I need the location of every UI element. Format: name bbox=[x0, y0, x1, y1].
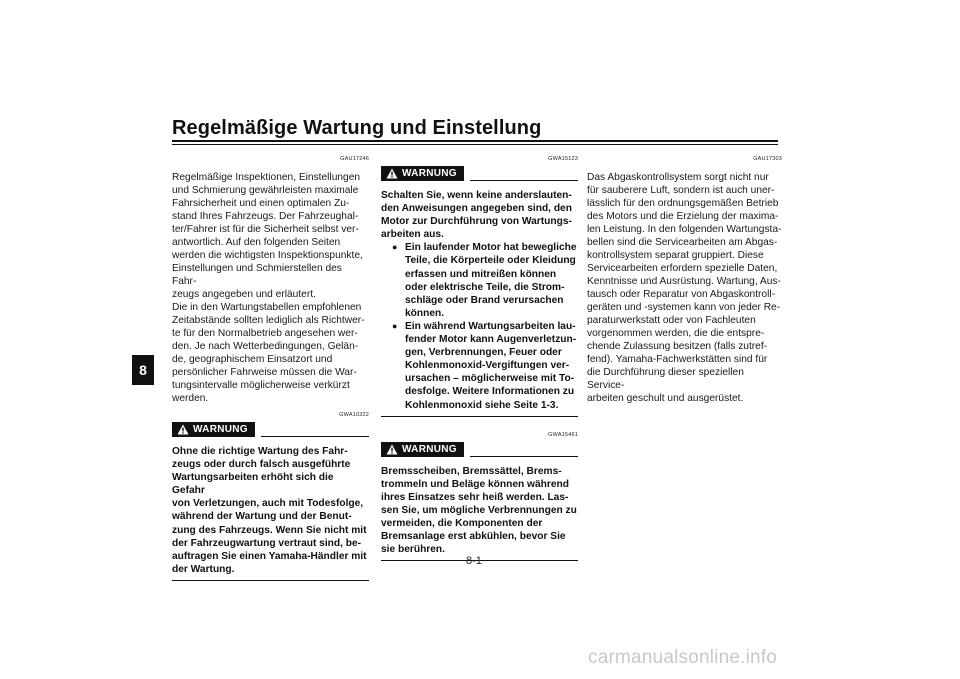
list-item: ● Ein während Wartungsarbeiten lau- fender Motor kann Augenverletzun- gen, Verbrennungen, Feuer oder Kohlenmonoxid-Vergiftungen ver- ursachen – möglicherweise mit To- desfolge. Weitere Informationen zu Kohlenmonoxid siehe Seite 1-3. bbox=[391, 320, 578, 412]
warning-box bbox=[381, 441, 578, 562]
warning-label: WARNUNG bbox=[193, 424, 248, 435]
warning-code: GWA10322 bbox=[339, 412, 369, 418]
column-left bbox=[172, 155, 369, 581]
watermark: carmanualsonline.info bbox=[588, 647, 778, 668]
section-code: GAU17246 bbox=[340, 156, 369, 162]
warning-badge bbox=[381, 166, 464, 181]
warning-badge bbox=[172, 422, 255, 437]
warning-label: WARNUNG bbox=[402, 443, 457, 455]
chapter-tab: 8 bbox=[132, 355, 154, 385]
warning-code: GWA15461 bbox=[548, 431, 578, 438]
warning-text: Bremsscheiben, Bremssättel, Brems- trommeln und Beläge können während ihres Einsatzes sehr heiß werden. Las- sen Sie, um mögliche Verbrennungen zu vermeiden, die Komponenten der Bremsanlage erst abkühlen, bevor Sie sie berühren. bbox=[381, 465, 577, 556]
warning-bullet-list bbox=[381, 241, 578, 411]
warning-text: Schalten Sie, wenn keine anderslauten- den Anweisungen angegeben sind, den Motor zur Durchführung von Wartungs- arbeiten aus. bbox=[381, 190, 572, 241]
warning-triangle-icon bbox=[386, 168, 398, 179]
warning-label: WARNUNG bbox=[402, 168, 457, 179]
warning-code: GWA15123 bbox=[548, 156, 578, 162]
warning-end-rule bbox=[381, 416, 578, 417]
section-code: GAU17303 bbox=[753, 156, 782, 162]
warning-text: Ohne die richtige Wartung des Fahr- zeugs oder durch falsch ausgeführte Wartungsarbeiten erhöht sich die Gefahr von Verletzungen, auch mit Todesfolge, während der Wartung und der Benut- zung des Fahrzeugs. Wenn Sie nicht mit der Fahrzeugwartung vertraut sind, be- auftragen Sie einen Yamaha-Händler mit der Wartung. bbox=[172, 446, 367, 575]
warning-box bbox=[381, 165, 578, 417]
warning-triangle-icon bbox=[177, 424, 189, 435]
column-middle bbox=[381, 155, 578, 561]
warning-badge bbox=[381, 442, 464, 457]
page-number: 8-1 bbox=[466, 555, 482, 567]
list-item: ● Ein laufender Motor hat bewegliche Teile, die Körperteile oder Kleidung erfassen und mitreißen können oder elektrische Teile, die Strom- schläge oder Brand verursachen können. bbox=[391, 241, 578, 320]
intro-paragraph: Regelmäßige Inspektionen, Einstellungen und Schmierung gewährleisten maximale Fahrsicherheit und einen optimalen Zu- stand Ihres Fahrzeugs. Der Fahrzeughal- ter/Fahrer ist für die Sicherheit selbst ver- antwortlich. Auf den folgenden Seiten werden die wichtigsten Inspektionspunkte, Einstellungen und Schmierstellen des Fahr- zeugs angegeben und erläutert. Die in den Wartungstabellen empfohlenen Zeitabstände sollten lediglich als Richtwer- te für den Normalbetrieb angesehen wer- den. Je nach Wetterbedingungen, Gelän- de, geographischem Einsatzort und persönlicher Fahrweise müssen die War- tungsintervalle möglicherweise verkürzt werden. bbox=[172, 172, 365, 404]
page-title: Regelmäßige Wartung und Einstellung bbox=[172, 117, 542, 139]
emission-paragraph: Das Abgaskontrollsystem sorgt nicht nur für sauberere Luft, sondern ist auch uner- lässlich für den ordnungsgemäßen Betrieb des Motors und die Erzielung der maxima- len Leistung. In den folgenden Wartungsta- bellen sind die Servicearbeiten am Abgas- kontrollsystem separat gruppiert. Diese Servicearbeiten erfordern spezielle Daten, Kenntnisse und Ausrüstung. Wartung, Aus- tausch oder Reparatur von Abgaskontroll- geräten und -systemen kann von jeder Re- paraturwerkstatt oder von Fachleuten vorgenommen werden, die die entspre- chende Zulassung besitzen (falls zutref- fend). Yamaha-Fachwerkstätten sind für die Durchführung dieser speziellen Service- arbeiten geschult und ausgerüstet. bbox=[587, 172, 782, 404]
warning-box bbox=[172, 421, 369, 581]
warning-end-rule bbox=[172, 580, 369, 581]
header-rule-thin bbox=[172, 144, 778, 145]
header-rule bbox=[172, 140, 778, 142]
column-right bbox=[587, 155, 782, 405]
warning-triangle-icon bbox=[386, 444, 398, 455]
